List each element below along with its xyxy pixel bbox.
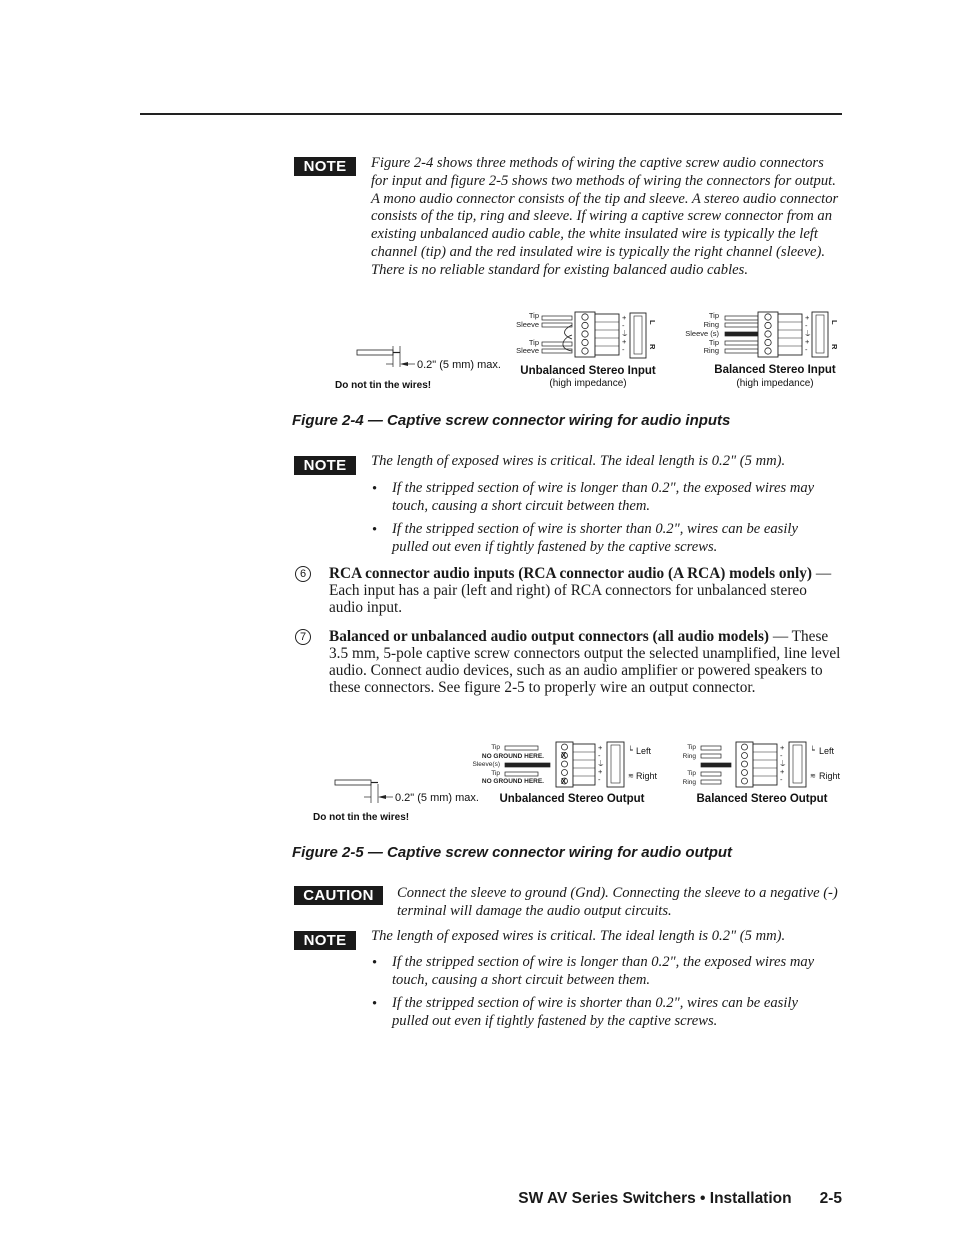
- svg-text:≋: ≋: [810, 773, 816, 780]
- unbalanced-input-sub: (high impedance): [549, 378, 627, 389]
- balanced-input-sub: (high impedance): [736, 378, 814, 389]
- wire-label: Sleeve (s): [685, 329, 719, 338]
- stripped-wire-detail: [357, 346, 415, 367]
- note-badge: NOTE: [294, 456, 356, 475]
- svg-text:+: +: [598, 743, 603, 752]
- item-6-heading: RCA connector audio inputs (RCA connector audio (A RCA) models only): [329, 565, 813, 582]
- item-7-text: [329, 628, 841, 696]
- caution-text: Connect the sleeve to ground (Gnd). Connecting the sleeve to a negative (-) terminal will damage the audio output circuits.: [397, 885, 838, 919]
- svg-text:-: -: [622, 345, 625, 354]
- wire-label: Sleeve: [516, 320, 539, 329]
- wire-label: Tip: [528, 338, 539, 347]
- tin-warning: Do not tin the wires!: [313, 812, 410, 823]
- note-text: Figure 2-4 shows three methods of wiring the captive screw audio connectors for input and figure 2-5 shows two methods of wiring the connectors for output. A mono audio connector consists of the tip and sleeve. A stereo audio connector consists of the tip, ring and sleeve. If wiring a captive screw connector from an existing unbalanced audio cable, the white insulated wire is typically the left channel (tip) and the red insulated wire is typically the right channel (sleeve). There is no reliable standard for existing balanced audio cables.: [371, 155, 839, 278]
- wire-label: Tip: [528, 311, 539, 320]
- dim-label: 0.2" (5 mm) max.: [395, 792, 479, 804]
- wire-label: NO GROUND HERE.: [481, 778, 544, 785]
- bullet: •: [372, 996, 378, 1012]
- l-label: L: [830, 320, 839, 325]
- note-intro: The length of exposed wires is critical. The ideal length is 0.2" (5 mm).: [371, 928, 786, 944]
- wire-label: NO GROUND HERE.: [481, 753, 544, 760]
- svg-text:-: -: [780, 751, 783, 760]
- svg-text:+: +: [780, 743, 785, 752]
- item-7-body: — These 3.5 mm, 5-pole captive screw connectors output the selected unamplified, line level audio. Connect audio devices, such as an audio amplifier or powered speakers to these connectors. See figure 2-5 to properly wire an output connector.: [329, 628, 841, 696]
- svg-text:-: -: [598, 751, 601, 760]
- note-badge: NOTE: [294, 157, 356, 176]
- note-badge: NOTE: [294, 931, 356, 950]
- svg-text:-: -: [598, 775, 601, 784]
- svg-text:-: -: [780, 775, 783, 784]
- page-footer: [500, 1190, 842, 1208]
- wire-label: Tip: [708, 311, 719, 320]
- note-bullet: If the stripped section of wire is shorter than 0.2", wires can be easily pulled out even if tightly fastened by the captive screws.: [392, 521, 798, 555]
- wire-label: Tip: [687, 744, 696, 751]
- item-6-text: [329, 565, 841, 616]
- svg-text:+: +: [805, 313, 810, 322]
- bullet: •: [372, 522, 378, 538]
- r-label: R: [830, 344, 839, 350]
- right-label: Right: [636, 771, 658, 781]
- wire-label: Sleeve: [516, 346, 539, 355]
- svg-text:╘: ╘: [810, 747, 815, 754]
- svg-text:+: +: [622, 337, 627, 346]
- balanced-input-connector: [685, 311, 839, 357]
- unbalanced-output-connector: [473, 742, 634, 787]
- figure-2-5-diagram: [300, 735, 845, 830]
- balanced-output-title: Balanced Stereo Output: [696, 793, 828, 805]
- header-rule: [140, 113, 842, 115]
- svg-text:⏚: ⏚: [779, 759, 787, 768]
- svg-text:⏚: ⏚: [597, 759, 605, 768]
- wire-label: Ring: [682, 753, 696, 760]
- svg-text:-: -: [805, 321, 808, 330]
- dim-label: 0.2" (5 mm) max.: [417, 359, 501, 371]
- wire-label: Sleeve(s): [472, 761, 500, 768]
- item-number-6: 6: [295, 566, 311, 582]
- r-label: R: [648, 344, 657, 350]
- unbalanced-output-title: Unbalanced Stereo Output: [499, 793, 645, 805]
- wire-label: Ring: [703, 346, 719, 355]
- figure-2-4-caption: Figure 2-4 — Captive screw connector wiring for audio inputs: [292, 412, 731, 429]
- wire-label: Tip: [687, 770, 696, 777]
- svg-text:⏚: ⏚: [621, 329, 629, 338]
- wire-label: Ring: [703, 320, 719, 329]
- left-label: Left: [636, 746, 652, 756]
- bullet: •: [372, 955, 378, 971]
- svg-text:≋: ≋: [628, 773, 634, 780]
- svg-text:+: +: [805, 337, 810, 346]
- wire-label: Tip: [708, 338, 719, 347]
- balanced-output-connector: [683, 742, 816, 787]
- figure-2-4-diagram: [300, 305, 845, 400]
- svg-text:X: X: [561, 777, 567, 786]
- caution-badge: CAUTION: [294, 886, 383, 905]
- left-label: Left: [819, 746, 835, 756]
- tin-warning: Do not tin the wires!: [335, 380, 432, 391]
- item-6-body: — Each input has a pair (left and right) of RCA connectors for unbalanced stereo audio input.: [329, 565, 832, 616]
- unbalanced-input-connector: [516, 311, 657, 358]
- svg-text:+: +: [598, 767, 603, 776]
- svg-text:X: X: [561, 751, 567, 760]
- note-intro: The length of exposed wires is critical. The ideal length is 0.2" (5 mm).: [371, 453, 786, 469]
- footer-title: SW AV Series Switchers • Installation: [518, 1190, 792, 1207]
- balanced-input-title: Balanced Stereo Input: [714, 364, 836, 376]
- bullet: •: [372, 481, 378, 497]
- wire-label: Ring: [682, 779, 696, 786]
- wire-label: Tip: [491, 770, 500, 777]
- note-bullet: If the stripped section of wire is longer than 0.2", the exposed wires may touch, causing a short circuit between them.: [392, 954, 815, 988]
- l-label: L: [648, 320, 657, 325]
- svg-text:+: +: [622, 313, 627, 322]
- svg-text:+: +: [780, 767, 785, 776]
- note-bullet: If the stripped section of wire is shorter than 0.2", wires can be easily pulled out even if tightly fastened by the captive screws.: [392, 995, 798, 1029]
- right-label: Right: [819, 771, 841, 781]
- page-number: 2-5: [819, 1190, 842, 1207]
- svg-text:⏚: ⏚: [804, 329, 812, 338]
- stripped-wire-detail: [335, 780, 393, 803]
- svg-text:╘: ╘: [628, 747, 633, 754]
- item-number-7: 7: [295, 629, 311, 645]
- item-7-heading: Balanced or unbalanced audio output connectors (all audio models): [329, 628, 769, 645]
- wire-label: Tip: [491, 744, 500, 751]
- svg-text:-: -: [622, 321, 625, 330]
- unbalanced-input-title: Unbalanced Stereo Input: [520, 365, 656, 377]
- figure-2-5-caption: Figure 2-5 — Captive screw connector wiring for audio output: [292, 844, 733, 861]
- svg-text:-: -: [805, 345, 808, 354]
- note-bullet: If the stripped section of wire is longer than 0.2", the exposed wires may touch, causing a short circuit between them.: [392, 480, 815, 514]
